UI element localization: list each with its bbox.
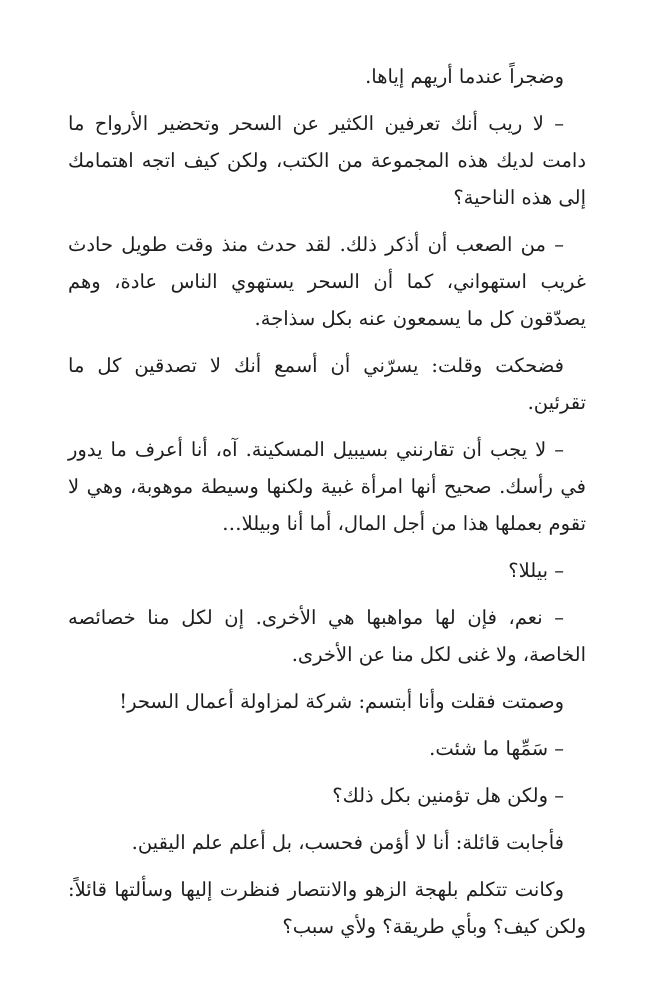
paragraph-12: وكانت تتكلم بلهجة الزهو والانتصار فنظرت إليها وسألتها قائلاً: ولكن كيف؟ وبأي طريقة؟ ولأي سبب؟: [68, 878, 586, 938]
paragraph-6: – بيللا؟: [508, 559, 564, 582]
book-page: [68, 58, 586, 945]
paragraph-9: – سَمِّها ما شئت.: [429, 737, 564, 760]
paragraph-5: – لا يجب أن تقارنني بسيبيل المسكينة. آه، أنا أعرف ما يدور في رأسك. صحيح أنها امرأة غبية ولكنها وسيطة موهوبة، وهي لا تقوم بعملها هذا من أجل المال، أما أنا وبيللا…: [68, 438, 586, 535]
paragraph-7: – نعم، فإن لها مواهبها هي الأخرى. إن لكل منا خصائصه الخاصة، ولا غنى لكل منا عن الأخرى.: [68, 606, 586, 666]
paragraph-11: فأجابت قائلة: أنا لا أؤمن فحسب، بل أعلم علم اليقين.: [131, 831, 564, 854]
paragraph-1: وضجراً عندما أريهم إياها.: [365, 65, 564, 88]
paragraph-4: فضحكت وقلت: يسرّني أن أسمع أنك لا تصدقين كل ما تقرئين.: [68, 354, 586, 414]
paragraph-10: – ولكن هل تؤمنين بكل ذلك؟: [332, 784, 564, 807]
paragraph-8: وصمتت فقلت وأنا أبتسم: شركة لمزاولة أعمال السحر!: [119, 690, 564, 713]
paragraph-3: – من الصعب أن أذكر ذلك. لقد حدث منذ وقت طويل حادث غريب استهواني، كما أن السحر يستهوي الناس عادة، وهم يصدّقون كل ما يسمعون عنه بكل سذاجة.: [68, 233, 586, 330]
paragraph-2: – لا ريب أنك تعرفين الكثير عن السحر وتحضير الأرواح ما دامت لديك هذه المجموعة من الكتب، ولكن كيف اتجه اهتمامك إلى هذه الناحية؟: [68, 112, 586, 209]
